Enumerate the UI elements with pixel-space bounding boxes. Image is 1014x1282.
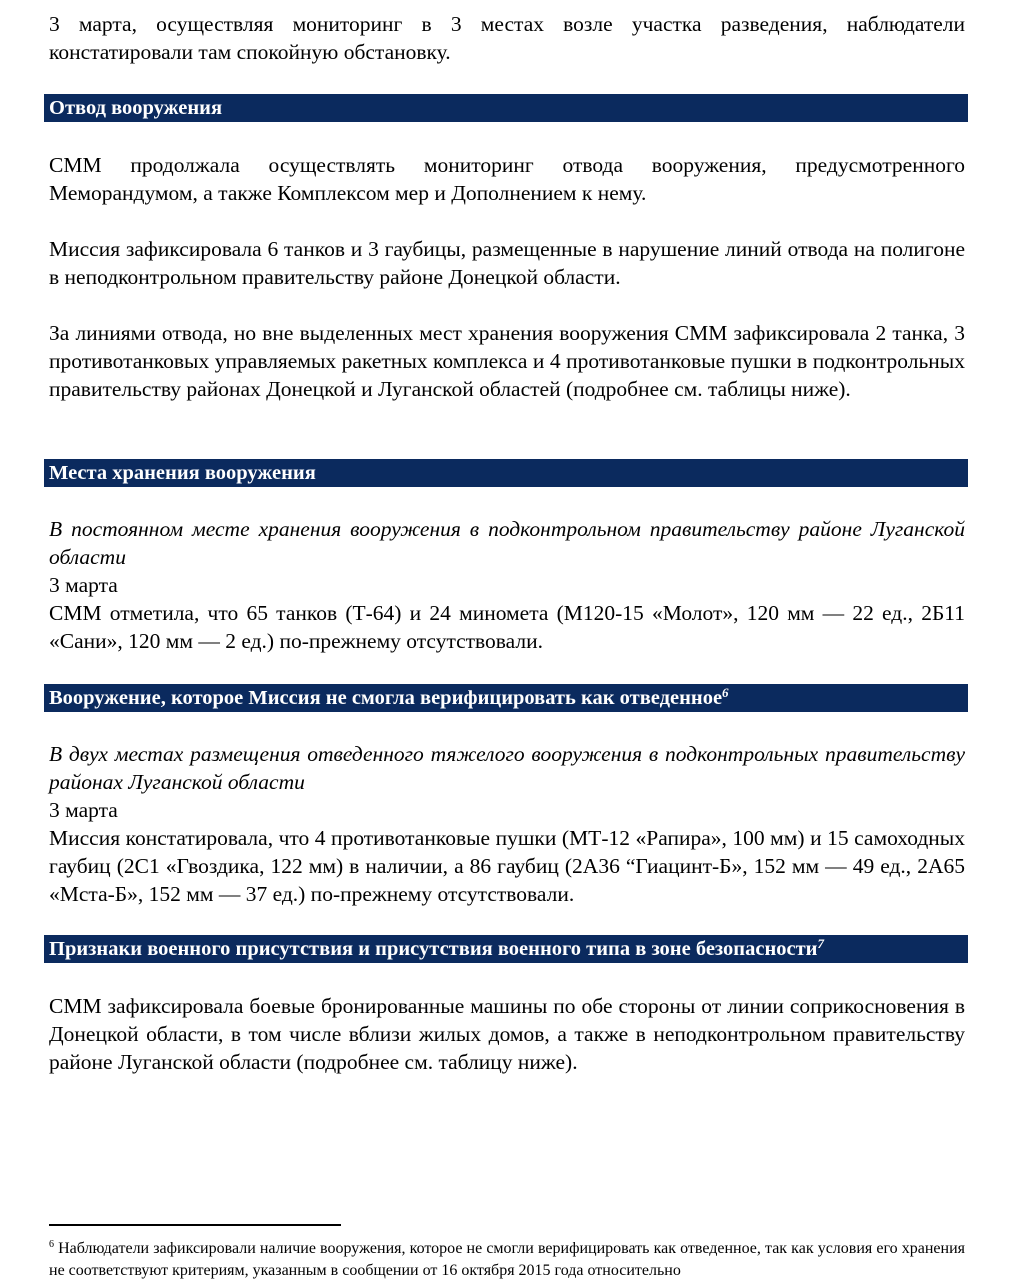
withdrawal-paragraph-2: Миссия зафиксировала 6 танков и 3 гаубицы, размещенные в нарушение линий отвода на полигоне в неподконтрольном правительству районе Донецкой области. — [49, 237, 965, 289]
footnote-number: 6 — [49, 1239, 54, 1250]
storage-date: 3 марта — [49, 573, 118, 597]
storage-block — [49, 515, 965, 655]
storage-subtitle: В постоянном месте хранения вооружения в подконтрольном правительству районе Луганской области — [49, 517, 965, 569]
section-heading-withdrawal — [44, 94, 968, 122]
footnote-text: Наблюдатели зафиксировали наличие вооружения, которое не смогли верифицировать как отведенное, так как условия его хранения не соответствуют критериям, указанным в сообщении от 16 октября 2015 года относительно — [49, 1240, 966, 1279]
section-heading-military-presence-label: Признаки военного присутствия и присутствия военного типа в зоне безопасности — [49, 938, 818, 960]
section-heading-storage — [44, 459, 968, 487]
footnote-ref-6[interactable]: 6 — [722, 685, 729, 700]
section-heading-military-presence — [44, 935, 968, 963]
footnote-6 — [49, 1238, 965, 1282]
unverified-subtitle: В двух местах размещения отведенного тяжелого вооружения в подконтрольных правительству районах Луганской области — [49, 742, 965, 794]
footnote-ref-7[interactable]: 7 — [817, 936, 824, 951]
storage-text: СММ отметила, что 65 танков (Т-64) и 24 миномета (М120-15 «Молот», 120 мм — 22 ед., 2Б11 «Сани», 120 мм — 2 ед.) по-прежнему отсутствовали. — [49, 601, 965, 653]
section-heading-unverified-label: Вооружение, которое Миссия не смогла верифицировать как отведенное — [49, 687, 723, 709]
military-presence-paragraph: СММ зафиксировала боевые бронированные машины по обе стороны от линии соприкосновения в Донецкой области, в том числе вблизи жилых домов, а также в неподконтрольном правительству районе Луганской области (подробнее см. таблицу ниже). — [49, 994, 965, 1074]
unverified-date: 3 марта — [49, 798, 118, 822]
section-heading-storage-label: Места хранения вооружения — [49, 462, 316, 484]
unverified-block — [49, 740, 965, 908]
withdrawal-paragraph-3: За линиями отвода, но вне выделенных мест хранения вооружения СММ зафиксировала 2 танка, 3 противотанковых управляемых ракетных комплекса и 4 противотанковые пушки в подконтрольных правительству районах Донецкой и Луганской областей (подробнее см. таблицы ниже). — [49, 321, 965, 401]
footnote-divider — [49, 1224, 341, 1226]
withdrawal-paragraph-1: СММ продолжала осуществлять мониторинг отвода вооружения, предусмотренного Меморандумом, а также Комплексом мер и Дополнением к нему. — [49, 153, 965, 205]
intro-paragraph: 3 марта, осуществляя мониторинг в 3 местах возле участка разведения, наблюдатели констатировали там спокойную обстановку. — [49, 12, 965, 64]
unverified-text: Миссия констатировала, что 4 противотанковые пушки (МТ-12 «Рапира», 100 мм) и 15 самоходных гаубиц (2С1 «Гвоздика, 122 мм) в наличии, а 86 гаубиц (2А36 “Гиацинт-Б», 152 мм — 49 ед., 2А65 «Мста-Б», 152 мм — 37 ед.) по-прежнему отсутствовали. — [49, 826, 965, 906]
section-heading-withdrawal-label: Отвод вооружения — [49, 97, 223, 119]
section-heading-unverified — [44, 684, 968, 712]
